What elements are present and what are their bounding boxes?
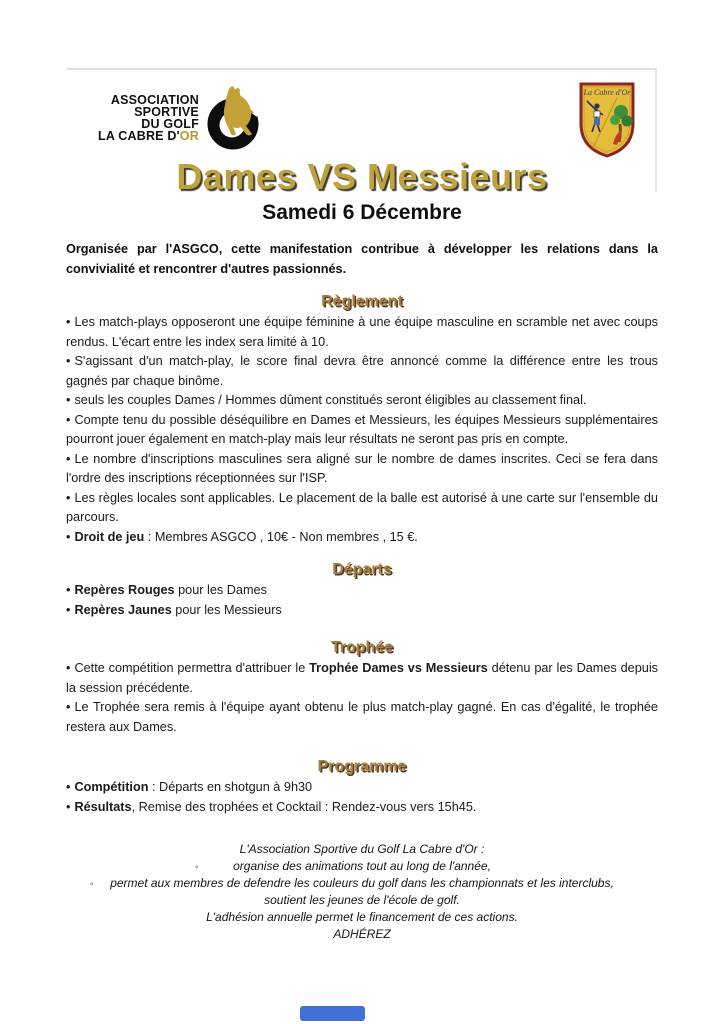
section-reglement xyxy=(66,292,658,547)
bullet-marker-icon: • xyxy=(66,799,71,814)
bullet-item xyxy=(66,489,658,528)
footer-text: permet aux membres de defendre les couleurs du golf dans les championnats et les interclubs, xyxy=(110,876,614,890)
section-departs xyxy=(66,560,658,620)
bullet-item xyxy=(66,659,658,698)
bullet-text: Le Trophée sera remis à l'équipe ayant obtenu le plus match-play gagné. En cas d'égalité, le trophée restera aux Dames. xyxy=(66,700,658,734)
bullet-text: Compte tenu du possible déséquilibre en Dames et Messieurs, les équipes Messieurs supplémentaires pourront jouer également en match-play mais leur résultats ne seront pas pris en compte. xyxy=(66,412,658,446)
bullet-text: Les règles locales sont applicables. Le placement de la balle est autorisé à une carte sur l'ensemble du parcours. xyxy=(66,490,658,524)
footer-line xyxy=(66,892,658,909)
bottom-blue-bar[interactable] xyxy=(300,1006,365,1021)
footer-text: organise des animations tout au long de l'année, xyxy=(233,859,491,873)
section-heading-programme: Programme xyxy=(317,758,407,775)
footer-line xyxy=(66,841,658,858)
bullet-marker-icon: • xyxy=(66,354,71,368)
intro-paragraph: Organisée par l'ASGCO, cette manifestation contribue à développer les relations dans la convivialité et rencontrer d'autres passionnés. xyxy=(66,242,658,276)
bullet-item xyxy=(66,391,658,411)
bullet-text: : Membres ASGCO , 10€ - Non membres , 15 €. xyxy=(144,529,418,544)
footer-text: ADHÉREZ xyxy=(333,927,391,941)
bullet-text: : Départs en shotgun à 9h30 xyxy=(148,780,313,794)
bullet-text-bold: Droit de jeu xyxy=(74,529,145,544)
bullet-text: S'agissant d'un match-play, le score final devra être annoncé comme la différence entre les trous gagnés par chaque binôme. xyxy=(66,354,658,388)
bullet-item xyxy=(66,352,658,391)
bullet-text-bold: Compétition xyxy=(74,780,149,794)
section-heading-departs: Départs xyxy=(332,561,392,578)
bullet-item xyxy=(66,450,658,489)
footer-bullet-icon: ◦ xyxy=(195,862,199,873)
footer-text: L'adhésion annuelle permet le financement de ces actions. xyxy=(206,910,518,924)
section-heading-trophee: Trophée xyxy=(330,639,394,656)
asgco-logo-line: DU GOLF xyxy=(141,117,199,131)
section-trophee xyxy=(66,638,658,737)
bullet-item xyxy=(66,411,658,450)
bullet-text: Le nombre d'inscriptions masculines sera aligné sur le nombre de dames inscrites. Ceci se fera dans l'ordre des inscriptions réceptionnées sur l'ISP. xyxy=(66,451,658,485)
asgco-logo-line: SPORTIVE xyxy=(134,105,199,119)
bullet-text: pour les Messieurs xyxy=(171,602,282,617)
crest-label: La Cabre d'Or xyxy=(583,88,631,97)
bullet-marker-icon: • xyxy=(66,700,71,714)
asgco-logo-line: ASSOCIATION xyxy=(110,93,199,107)
bullet-text-bold: Résultats xyxy=(74,799,132,814)
section-heading-reglement: Règlement xyxy=(321,293,403,310)
footer-line xyxy=(66,909,658,926)
bullet-marker-icon: • xyxy=(66,315,71,329)
bullet-marker-icon: • xyxy=(66,780,71,794)
bullet-item xyxy=(66,581,658,601)
bullet-text: détenu par les Dames depuis la session précédente. xyxy=(66,661,659,695)
section-programme xyxy=(66,757,658,817)
bullet-marker-icon: • xyxy=(66,490,71,505)
bullet-text: Cette compétition permettra d'attribuer le xyxy=(74,661,310,675)
page-subtitle: Samedi 6 Décembre xyxy=(262,201,462,224)
bullet-marker-icon: • xyxy=(66,661,71,675)
bullet-marker-icon: • xyxy=(66,529,71,544)
footer-text: L'Association Sportive du Golf La Cabre d'Or : xyxy=(239,842,485,856)
bullet-item xyxy=(66,313,658,352)
bullet-marker-icon: • xyxy=(66,451,71,466)
footer-block xyxy=(66,841,658,943)
footer-line xyxy=(66,858,658,875)
bullet-item xyxy=(66,778,658,798)
asgco-logo-line-black: LA CABRE D' xyxy=(98,129,180,143)
bullet-item xyxy=(66,601,658,621)
bullet-text: , Remise des trophées et Cocktail : Rendez-vous vers 15h45. xyxy=(131,799,477,814)
bullet-text: Les match-plays opposeront une équipe féminine à une équipe masculine en scramble net avec coups rendus. L'écart entre les index sera limité à 10. xyxy=(66,315,658,349)
footer-text: soutient les jeunes de l'école de golf. xyxy=(264,893,460,907)
asgco-logo-line-gold: OR xyxy=(179,129,199,143)
bullet-text: pour les Dames xyxy=(174,583,267,597)
bullet-item xyxy=(66,698,658,737)
footer-line xyxy=(66,926,658,943)
bullet-marker-icon: • xyxy=(66,602,71,617)
bullet-marker-icon: • xyxy=(66,412,71,427)
page-title: Dames VS Messieurs xyxy=(176,156,548,197)
bullet-text-bold: Trophée Dames vs Messieurs xyxy=(309,661,488,675)
bullet-text-bold: Repères Rouges xyxy=(74,583,175,597)
bullet-text-bold: Repères Jaunes xyxy=(74,602,172,617)
bullet-text: seuls les couples Dames / Hommes dûment constitués seront éligibles au classement final. xyxy=(74,393,587,407)
bullet-marker-icon: • xyxy=(66,393,71,407)
bullet-marker-icon: • xyxy=(66,583,71,597)
bullet-item xyxy=(66,528,658,548)
sections-container xyxy=(66,292,658,817)
bullet-item xyxy=(66,798,658,818)
footer-bullet-icon: ◦ xyxy=(90,879,94,890)
footer-line xyxy=(66,875,658,892)
